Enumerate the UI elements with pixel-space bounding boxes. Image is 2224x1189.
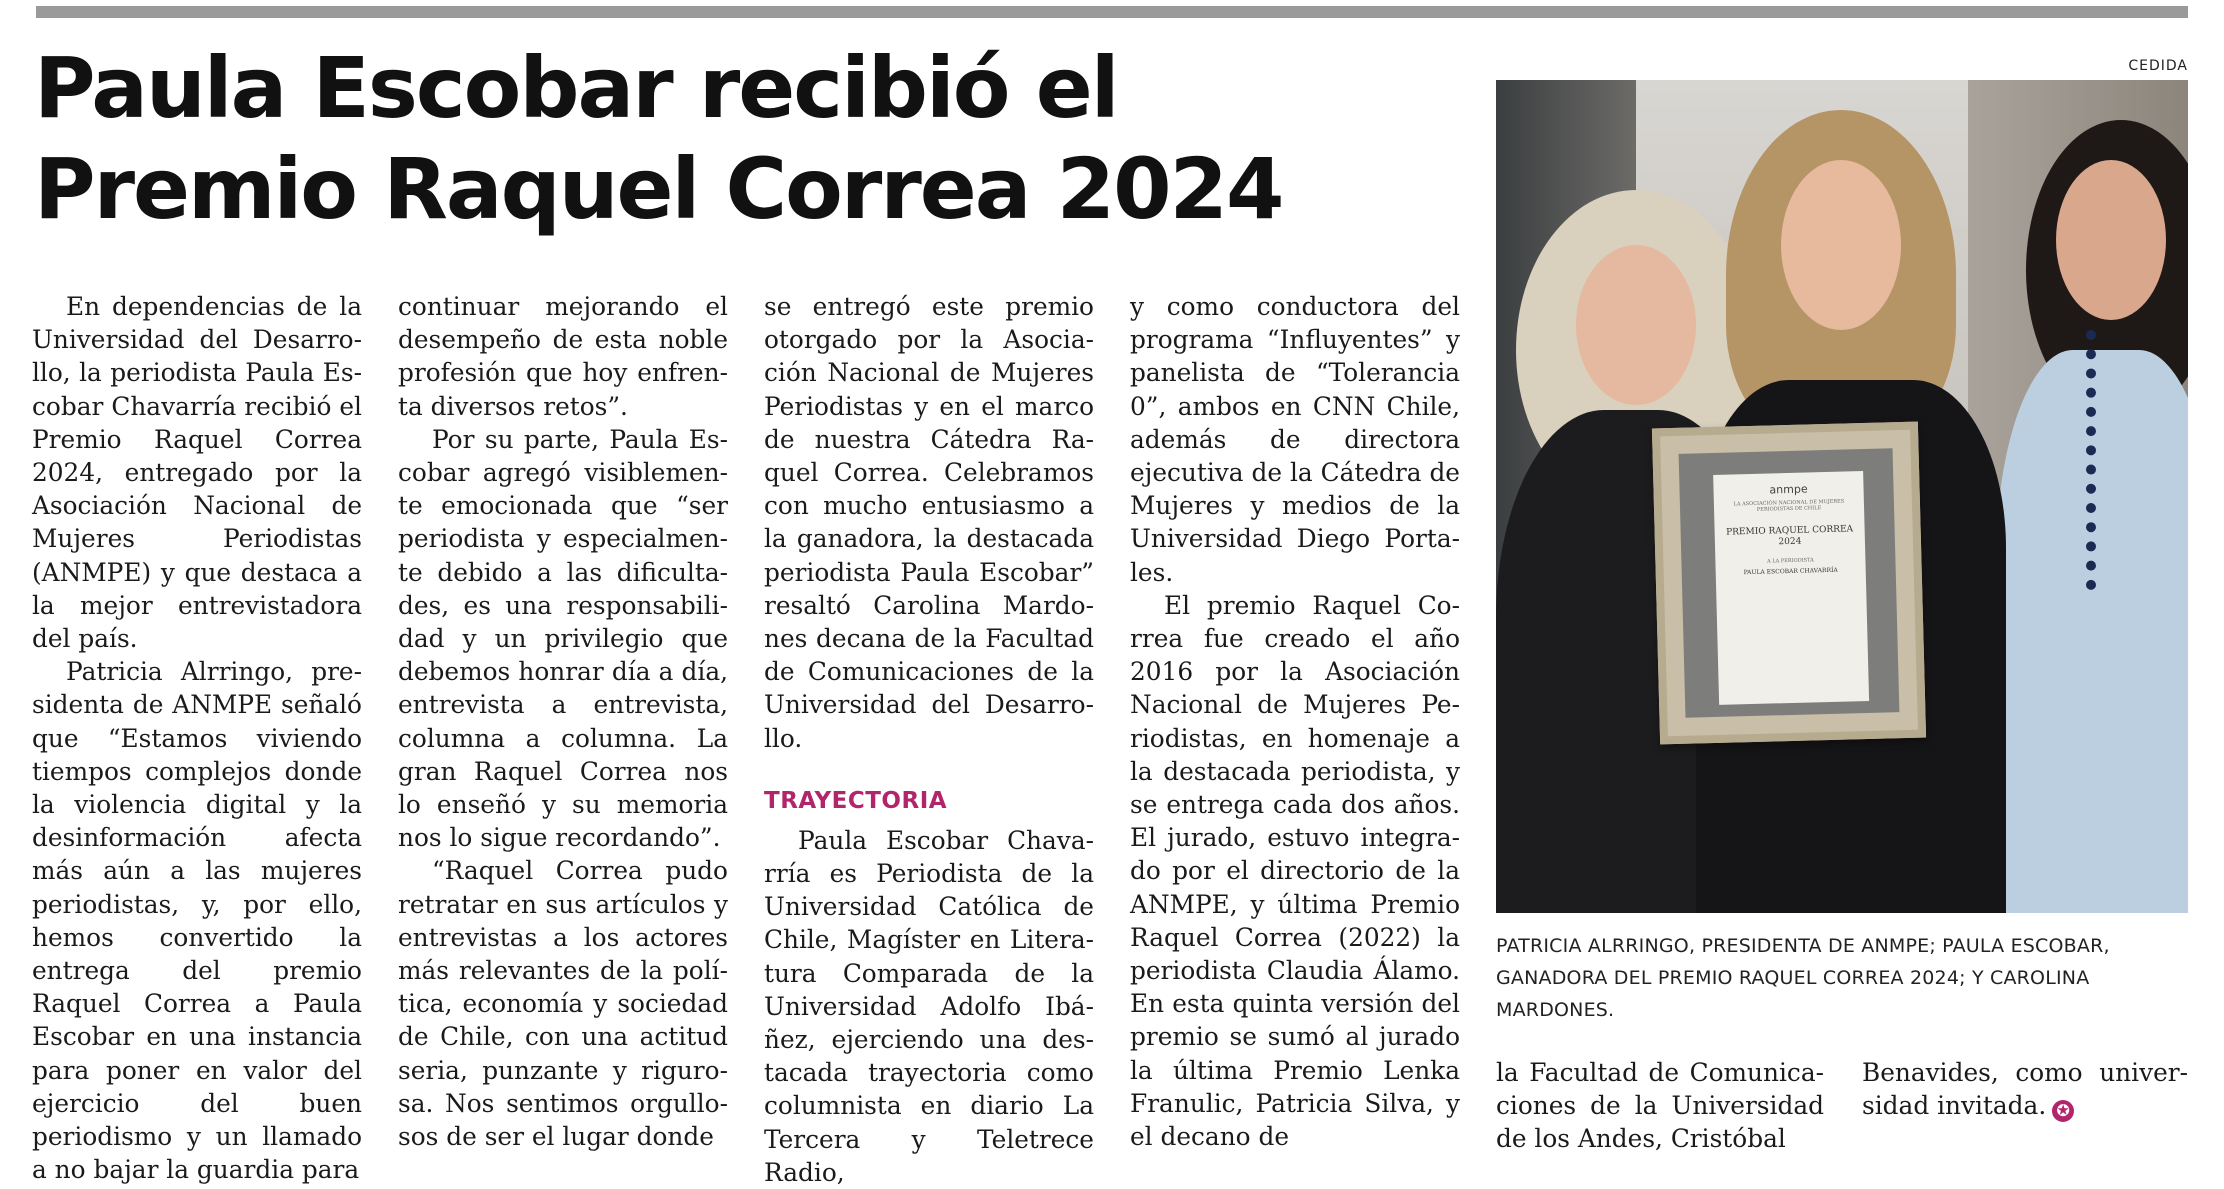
certificate-name: PAULA ESCOBAR CHAVARRÍA bbox=[1743, 566, 1838, 577]
section-subhead: TRAYECTORIA bbox=[764, 787, 948, 814]
end-mark-icon: ✪ bbox=[2052, 1100, 2074, 1122]
award-frame bbox=[1652, 422, 1926, 745]
certificate-title: PREMIO RAQUEL CORREA 2024 bbox=[1726, 524, 1854, 548]
paragraph: la Facultad de Comunicaciones de la Universidad de los Andes, Cristóbal bbox=[1496, 1058, 1824, 1154]
article-column-6 bbox=[1862, 1056, 2188, 1122]
headline: Paula Escobar recibió el Premio Raquel Correa 2024 bbox=[34, 39, 1283, 238]
paragraph: y como conductora del programa “Influyentes” y panelista de “Tolerancia 0”, ambos en CNN Chile, además de directora ejecutiva de la Cátedra de Mujeres y medios de la Universidad Diego Portales. bbox=[1130, 292, 1460, 587]
certificate-org: LA ASOCIACIÓN NACIONAL DE MUJERES PERIODISTAS DE CHILE bbox=[1733, 498, 1845, 513]
paragraph: “Raquel Correa pudo retratar en sus artículos y entrevistas a los actores más relevantes de la política, economía y sociedad de Chile, con una actitud seria, punzante y rigurosa. Nos sentimos orgullosos de ser el lugar donde bbox=[398, 856, 728, 1152]
person-right-face bbox=[2056, 160, 2166, 320]
paragraph: se entregó este premio otorgado por la Asociación Nacional de Mujeres Periodistas y en el marco de nuestra Cátedra Raquel Correa. Celebramos con mucho entusiasmo a la ganadora, la destacada periodista Paula Escobar” resaltó Carolina Mardones decana de la Facultad de Comunicaciones de la Universidad del Desarrollo. bbox=[764, 292, 1094, 753]
top-rule bbox=[36, 6, 2188, 18]
paragraph bbox=[1862, 1056, 2188, 1122]
paragraph: continuar mejorando el desempeño de esta noble profesión que hoy enfrenta diversos retos”. bbox=[398, 292, 728, 421]
certificate-logo: anmpe bbox=[1769, 482, 1808, 497]
article-column-2 bbox=[398, 290, 728, 1153]
article-column-5 bbox=[1496, 1056, 1824, 1156]
necklace bbox=[2086, 330, 2132, 590]
person-left-face bbox=[1576, 245, 1696, 405]
article-column-1 bbox=[32, 290, 362, 1186]
article-column-3 bbox=[764, 290, 1094, 1189]
certificate-small-text: A LA PERIODISTA bbox=[1767, 557, 1814, 565]
photo-caption: PATRICIA ALRRINGO, PRESIDENTA DE ANMPE; PAULA ESCOBAR, GANADORA DEL PREMIO RAQUEL CORREA 2024; Y CAROLINA MARDONES. bbox=[1496, 935, 2110, 1021]
paragraph: En dependencias de la Universidad del Desarrollo, la periodista Paula Escobar Chavarría recibió el Premio Raquel Correa 2024, entregado por la Asociación Nacional de Mujeres Periodistas (ANMPE) y que destaca a la mejor entrevistadora del país. bbox=[32, 292, 362, 654]
award-certificate bbox=[1713, 471, 1869, 705]
article-column-4 bbox=[1130, 290, 1460, 1153]
paragraph: Patricia Alrringo, presidenta de ANMPE señaló que “Estamos viviendo tiempos complejos donde la violencia digital y la desinformación afecta más aún a las mujeres periodistas, y, por ello, hemos convertido la entrega del premio Raquel Correa a Paula Escobar en una instancia para poner en valor del ejercicio del buen periodismo y un llamado a no bajar la guardia para bbox=[32, 657, 362, 1185]
photo-credit: CEDIDA bbox=[2128, 58, 2188, 74]
paragraph: El premio Raquel Correa fue creado el año 2016 por la Asociación Nacional de Mujeres Periodistas, en homenaje a la destacada periodista, y se entrega cada dos años. El jurado, estuvo integrado por el directorio de la ANMPE, y última Premio Raquel Correa (2022) la periodista Claudia Álamo. En esta quinta versión del premio se sumó al jurado la última Premio Lenka Franulic, Patricia Silva, y el decano de bbox=[1130, 590, 1460, 1152]
paragraph: Paula Escobar Chavarría es Periodista de la Universidad Católica de Chile, Magíster en Literatura Comparada de la Universidad Adolfo Ibáñez, ejerciendo una destacada trayectoria como columnista en diario La Tercera y Teletrece Radio, bbox=[764, 825, 1094, 1187]
article-photo bbox=[1496, 80, 2188, 913]
paragraph: Por su parte, Paula Escobar agregó visiblemente emocionada que “ser periodista y especialmente debido a las dificultades, es una responsabilidad y un privilegio que debemos honrar día a día, entrevista a entrevista, columna a columna. La gran Raquel Correa nos lo enseñó y su memoria nos lo sigue recordando”. bbox=[398, 424, 728, 853]
final-paragraph-text: Benavides, como universidad invitada. bbox=[1862, 1058, 2188, 1121]
person-center-face bbox=[1781, 160, 1901, 330]
